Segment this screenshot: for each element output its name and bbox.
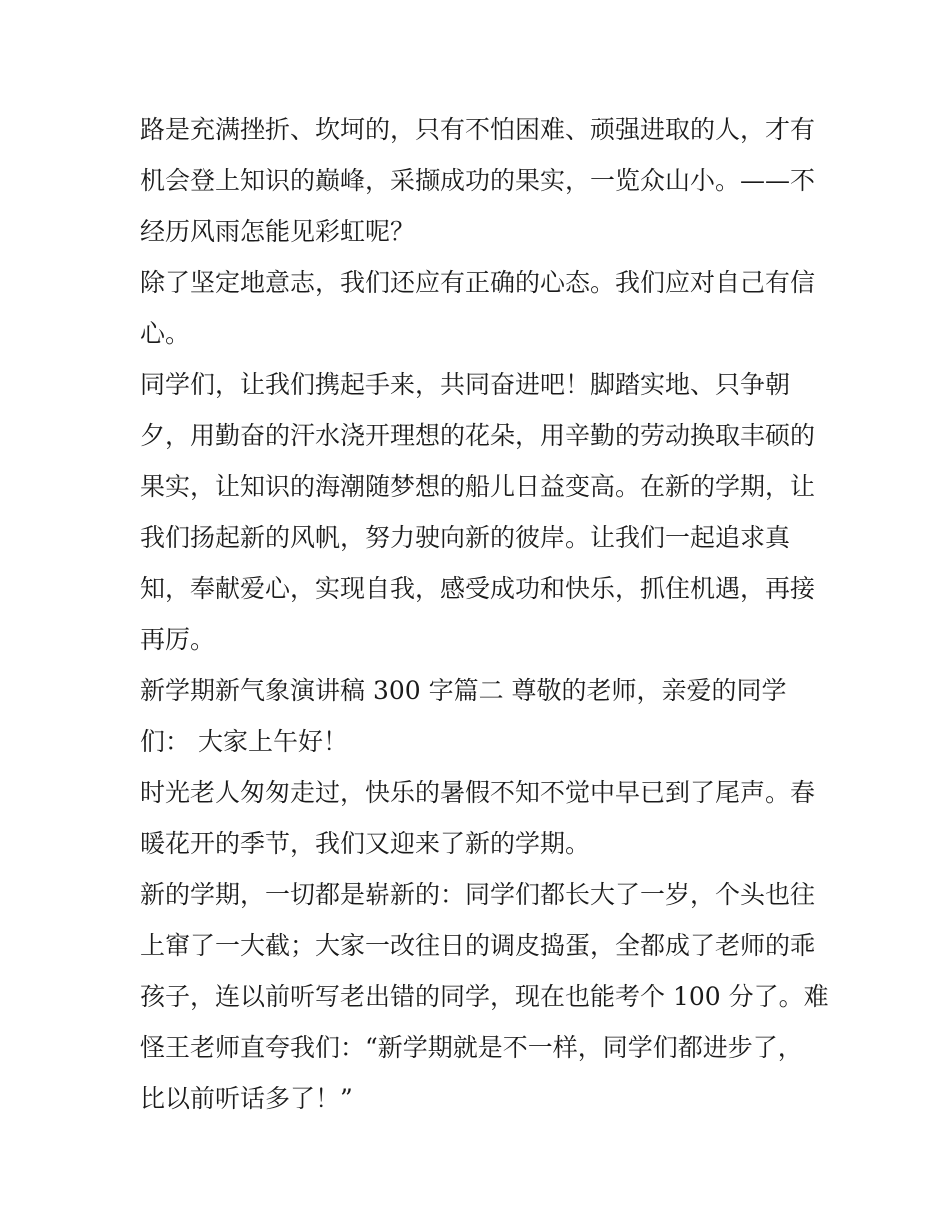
text-line: 我们扬起新的风帆，努力驶向新的彼岸。让我们一起追求真 bbox=[140, 523, 791, 552]
text-line: 知，奉献爱心，实现自我，感受成功和快乐，抓住机遇，再接 bbox=[140, 574, 816, 603]
text-line: 再厉。 bbox=[140, 625, 216, 654]
text-line: 除了坚定地意志，我们还应有正确的心态。我们应对自己有信 bbox=[140, 268, 816, 297]
text-line: 上窜了一大截；大家一改往日的调皮捣蛋，全都成了老师的乖 bbox=[140, 931, 816, 960]
text-line: 夕，用勤奋的汗水浇开理想的花朵，用辛勤的劳动换取丰硕的 bbox=[140, 421, 816, 450]
text-line: 机会登上知识的巅峰，采撷成功的果实，一览众山小。——不 bbox=[140, 166, 816, 195]
text-line: 比以前听话多了！” bbox=[140, 1084, 353, 1113]
section-heading-line: 新学期新气象演讲稿 300 字篇二 尊敬的老师，亲爱的同学 bbox=[140, 676, 787, 705]
text-line: 孩子，连以前听写老出错的同学，现在也能考个 100 分了。难 bbox=[140, 982, 829, 1011]
text-line: 经历风雨怎能见彩虹呢？ bbox=[140, 217, 416, 246]
text-line: 心。 bbox=[140, 319, 191, 348]
document-body bbox=[140, 104, 829, 1124]
text-line: 同学们，让我们携起手来，共同奋进吧！脚踏实地、只争朝 bbox=[140, 370, 791, 399]
text-line: 时光老人匆匆走过，快乐的暑假不知不觉中早已到了尾声。春 bbox=[140, 778, 816, 807]
text-line: 怪王老师直夸我们：“新学期就是不一样，同学们都进步了， bbox=[140, 1033, 803, 1062]
greeting-line: 们： 大家上午好！ bbox=[140, 727, 348, 756]
text-line: 果实，让知识的海潮随梦想的船儿日益变高。在新的学期，让 bbox=[140, 472, 816, 501]
text-line: 路是充满挫折、坎坷的，只有不怕困难、顽强进取的人，才有 bbox=[140, 115, 816, 144]
text-line: 新的学期，一切都是崭新的：同学们都长大了一岁，个头也往 bbox=[140, 880, 816, 909]
text-line: 暖花开的季节，我们又迎来了新的学期。 bbox=[140, 829, 591, 858]
